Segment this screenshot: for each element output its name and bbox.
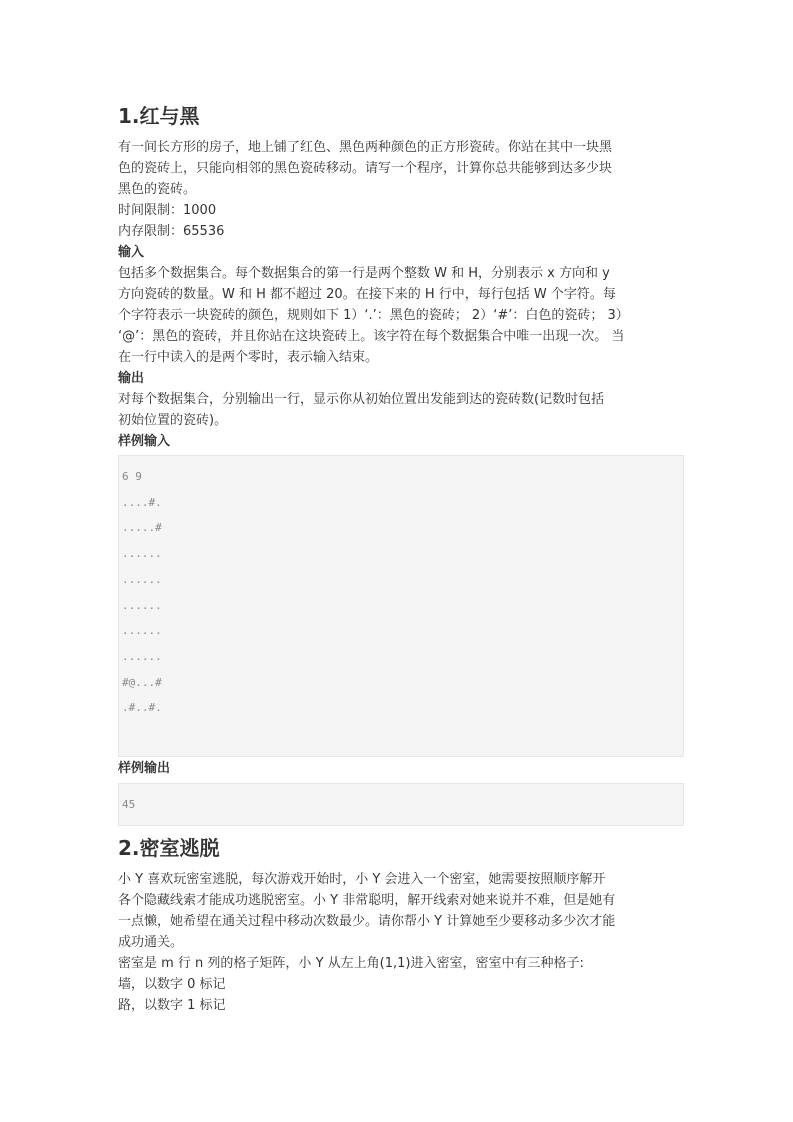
description-line: 黑色的瓷砖。 xyxy=(118,182,197,197)
code-line: ...... xyxy=(122,624,162,638)
input-label: 输入 xyxy=(118,245,145,260)
sample-output-label: 样例输出 xyxy=(118,761,171,776)
code-line: ....#. xyxy=(122,495,162,509)
code-line: ...... xyxy=(122,598,162,612)
input-desc-line: 方向瓷砖的数量。W 和 H 都不超过 20。在接下来的 H 行中，每行包括 W 个字符。每 xyxy=(118,287,616,302)
memory-limit: 内存限制：65536 xyxy=(118,224,225,239)
description-line: 路，以数字 1 标记 xyxy=(118,998,226,1013)
input-desc-line: 在一行中读入的是两个零时，表示输入结束。 xyxy=(118,350,379,365)
input-desc-line: 个字符表示一块瓷砖的颜色，规则如下 1）‘.’：黑色的瓷砖； 2）‘#’：白色的瓷砖； 3） xyxy=(118,308,629,323)
description-line: 成功通关。 xyxy=(118,935,184,950)
code-line: ...... xyxy=(122,572,162,586)
time-limit: 时间限制：1000 xyxy=(118,203,217,218)
code-line: .....# xyxy=(122,521,162,535)
code-line: ...... xyxy=(122,547,162,561)
code-line: 45 xyxy=(122,798,136,811)
input-desc-line: ‘@’：黑色的瓷砖，并且你站在这块瓷砖上。该字符在每个数据集合中唯一出现一次。 当 xyxy=(118,329,625,344)
description-line: 墙，以数字 0 标记 xyxy=(118,977,226,992)
description-line: 密室是 m 行 n 列的格子矩阵，小 Y 从左上角(1,1)进入密室，密室中有三种格子: xyxy=(118,956,584,971)
problem2-description xyxy=(118,869,678,1016)
description-line: 色的瓷砖上，只能向相邻的黑色瓷砖移动。请写一个程序，计算你总共能够到达多少块 xyxy=(118,161,613,176)
problem1-description xyxy=(118,137,678,452)
code-line: .#..#. xyxy=(122,701,162,715)
output-desc-line: 对每个数据集合，分别输出一行，显示你从初始位置出发能到达的瓷砖数(记数时包括 xyxy=(118,392,605,407)
output-label: 输出 xyxy=(118,371,145,386)
sample-input-block xyxy=(118,455,684,757)
description-line: 各个隐藏线索才能成功逃脱密室。小 Y 非常聪明，解开线索对她来说并不难，但是她有 xyxy=(118,893,616,908)
description-line: 一点懒，她希望在通关过程中移动次数最少。请你帮小 Y 计算她至少要移动多少次才能 xyxy=(118,914,616,929)
sample-input-label: 样例输入 xyxy=(118,434,171,449)
problem1-title: 1.红与黑 xyxy=(118,104,200,128)
description-line: 小 Y 喜欢玩密室逃脱，每次游戏开始时，小 Y 会进入一个密室，她需要按照顺序解开 xyxy=(118,872,606,887)
sample-output-label-wrap xyxy=(118,758,678,779)
description-line: 有一间长方形的房子，地上铺了红色、黑色两种颜色的正方形瓷砖。你站在其中一块黑 xyxy=(118,140,613,155)
problem2-title: 2.密室逃脱 xyxy=(118,836,220,860)
code-line: #@...# xyxy=(122,675,162,689)
code-line: 6 9 xyxy=(122,470,142,483)
output-desc-line: 初始位置的瓷砖)。 xyxy=(118,413,228,428)
sample-output-block xyxy=(118,783,684,826)
input-desc-line: 包括多个数据集合。每个数据集合的第一行是两个整数 W 和 H，分别表示 x 方向和 y xyxy=(118,266,610,281)
code-line: ...... xyxy=(122,649,162,663)
